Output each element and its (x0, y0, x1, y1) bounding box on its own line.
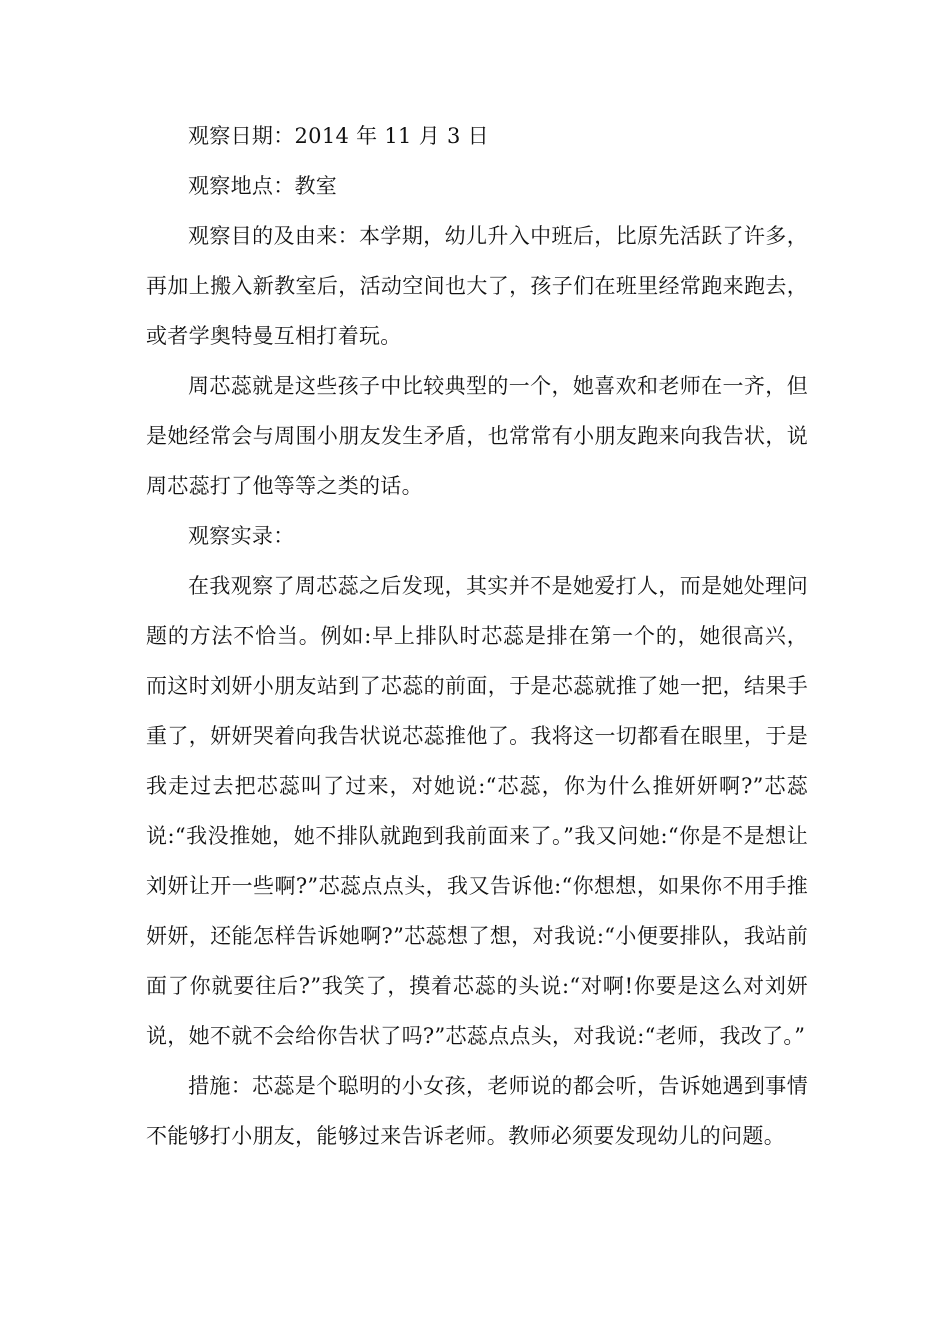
record-heading: 观察实录： (188, 524, 295, 548)
observation-date: 观察日期：2014 年 11 月 3 日 (188, 124, 489, 148)
observation-purpose: 观察目的及由来：本学期，幼儿升入中班后，比原先活跃了许多，再加上搬入新教室后，活动空间也大了，孩子们在班里经常跑来跑去，或者学奥特曼互相打着玩。 (146, 224, 808, 348)
observation-background: 周芯蕊就是这些孩子中比较典型的一个，她喜欢和老师在一齐，但是她经常会与周围小朋友发生矛盾，也常常有小朋友跑来向我告状，说周芯蕊打了他等等之类的话。 (146, 374, 808, 498)
record-body: 在我观察了周芯蕊之后发现，其实并不是她爱打人，而是她处理问题的方法不恰当。例如:早上排队时芯蕊是排在第一个的，她很高兴，而这时刘妍小朋友站到了芯蕊的前面，于是芯蕊就推了她一把，结果手重了，妍妍哭着向我告状说芯蕊推他了。我将这一切都看在眼里，于是我走过去把芯蕊叫了过来，对她说:“芯蕊，你为什么推妍妍啊?”芯蕊说:“我没推她，她不排队就跑到我前面来了。”我又问她:“你是不是想让刘妍让开一些啊?”芯蕊点点头，我又告诉他:“你想想，如果你不用手推妍妍，还能怎样告诉她啊?”芯蕊想了想，对我说:“小便要排队，我站前面了你就要往后?”我笑了，摸着芯蕊的头说:“对啊!你要是这么对刘妍说，她不就不会给你告状了吗?”芯蕊点点头，对我说:“老师，我改了。” (146, 574, 808, 1048)
observation-place: 观察地点：教室 (188, 174, 338, 198)
document-body (146, 111, 808, 1161)
measures: 措施：芯蕊是个聪明的小女孩，老师说的都会听，告诉她遇到事情不能够打小朋友，能够过来告诉老师。教师必须要发现幼儿的问题。 (146, 1074, 808, 1148)
